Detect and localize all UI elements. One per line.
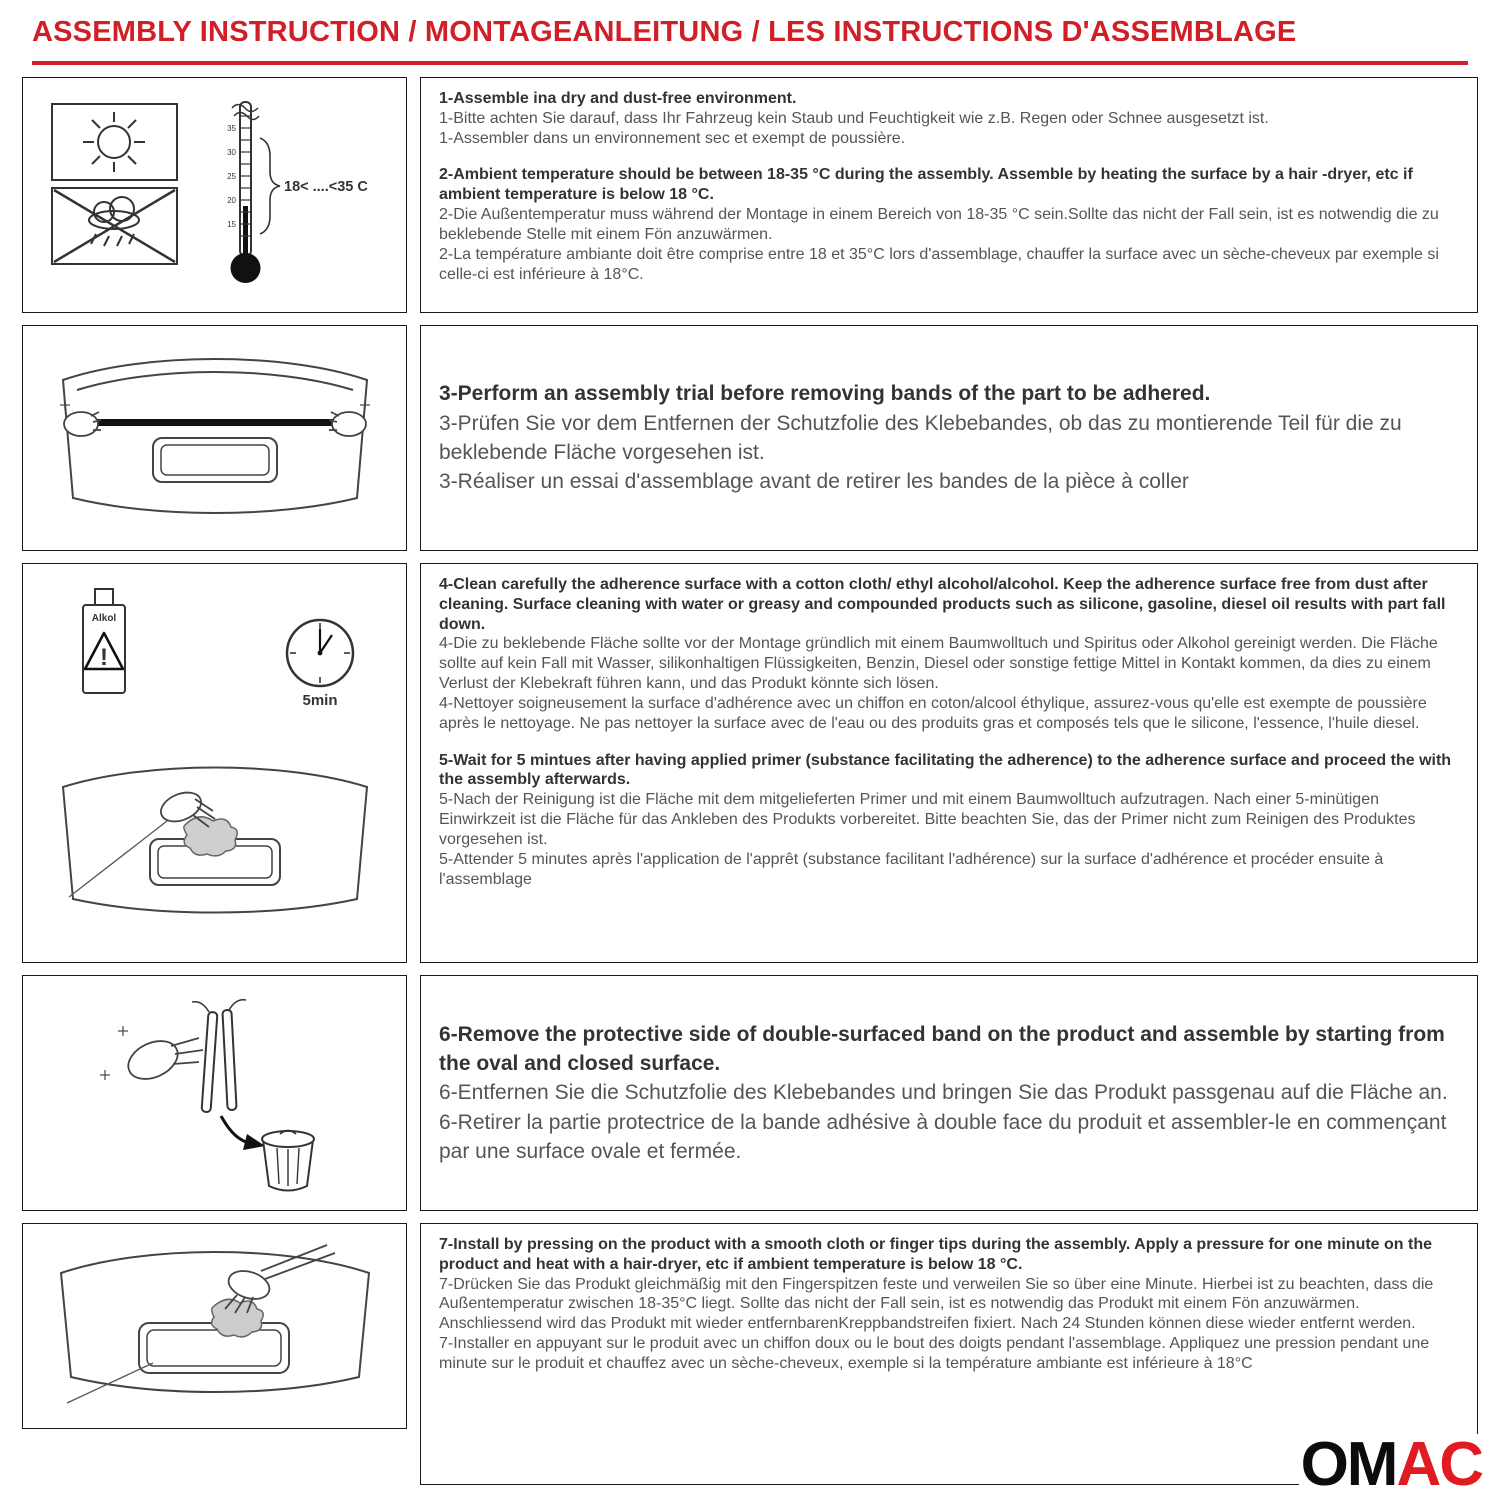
brace-glyph bbox=[260, 138, 280, 234]
step3-fr: 3-Réaliser un essai d'assemblage avant de retirer les bandes de la pièce à coller bbox=[439, 470, 1189, 494]
no-rain-icon bbox=[52, 188, 177, 264]
row-step-7 bbox=[22, 1223, 1478, 1485]
arrow-head bbox=[243, 1134, 265, 1150]
left-hand-icon bbox=[60, 400, 101, 436]
cleaning-illustration bbox=[22, 563, 407, 963]
step1-en: 1-Assemble ina dry and dust-free environment. bbox=[439, 90, 797, 107]
clock-label: 5min bbox=[301, 692, 338, 709]
row-step-1-2 bbox=[22, 77, 1478, 313]
step5-fr: 5-Attender 5 minutes après l'application de l'apprêt (substance facilitant l'adhérence) sur la surface d'adhérence et procéder ensuite à l'assemblage bbox=[439, 850, 1384, 888]
step4-en: 4-Clean carefully the adherence surface with a cotton cloth/ ethyl alcohol/alcohol. Keep the adherence surface free from dust after cleaning. Surface cleaning with water or greasy and compounded products such as silicone, gasoline, diesel oil results with part fall down. bbox=[439, 576, 1446, 633]
sun-icon bbox=[52, 104, 177, 180]
step4-de: 4-Die zu beklebende Fläche sollte vor der Montage gründlich mit einem Baumwolltuch und Spiritus oder Alkohol gereinigt werden. Die Fläche sollte auf kein Fall mit Wasser, silikonhaltigen Flüssigkeiten, Benzin, Diesel oder sonstige fettige Mittel in Kontakt kommen, da dies zu einem Verlust der Klebekraft führen kann, und das Produkt könnte sich lösen. bbox=[439, 635, 1438, 693]
step2-fr: 2-La température ambiante doit être comprise entre 18 et 35°C lors d'assemblage, chauffer la surface avec un sèche-cheveux par exemple si celle-ci est inférieure à 18°C. bbox=[439, 245, 1439, 283]
row-step-3 bbox=[22, 325, 1478, 551]
omac-logo-red: AC bbox=[1396, 1430, 1482, 1499]
trash-can-icon bbox=[262, 1131, 314, 1191]
cloth-shape bbox=[211, 1299, 263, 1337]
pressing-svg bbox=[35, 1235, 395, 1417]
step7-de: 7-Drücken Sie das Produkt gleichmäßig mit den Fingerspitzen feste und verweilen Sie so über eine Minute. Hierbei ist zu beachten, dass die Außentemperatur zwischen 18-35°C liegt. Sollte das nicht der Fall sein, ist es notwendig das Produkt mit einem Fön anzuwärmen. Anschliessend wird das Produkt mit wieder entfernbarenKreppbandstreifen fixiert. Nach 24 Stunden können diese wieder entfernt werden. bbox=[439, 1275, 1434, 1333]
adhesive-band bbox=[93, 419, 337, 426]
thermo-scale-15: 15 bbox=[226, 220, 236, 229]
step1-fr: 1-Assembler dans un environnement sec et exempt de poussière. bbox=[439, 129, 906, 147]
peeling-hand-icon bbox=[100, 1026, 203, 1086]
thermometer-icon bbox=[227, 102, 368, 283]
temperature-range-label: 18< ....<35 C bbox=[283, 179, 368, 195]
step3-de: 3-Prüfen Sie vor dem Entfernen der Schutzfolie des Klebebandes, ob das zu montierende Teil für die zu beklebende Fläche vorgesehen ist. bbox=[439, 411, 1402, 464]
step6-en: 6-Remove the protective side of double-surfaced band on the product and assemble by starting from the oval and closed surface. bbox=[439, 1022, 1445, 1075]
environment-temperature-illustration bbox=[22, 77, 407, 313]
step4-fr: 4-Nettoyer soigneusement la surface d'adhérence avec un chiffon en coton/alcool éthylique, assurez-vous qu'elle est exempte de poussière après le nettoyage. Ne pas nettoyer la surface avec de l'eau ou des produits gras et composés tels que le silicone, l'essence, l'huile diesel. bbox=[439, 694, 1427, 732]
spacer bbox=[439, 148, 1459, 165]
instruction-text-step-4-5 bbox=[420, 563, 1478, 963]
environment-temperature-svg bbox=[34, 88, 396, 302]
step7-fr: 7-Installer en appuyant sur le produit avec un chiffon doux ou le bout des doigts pendant l'assemblage. Appliquez une pression pendant une minute sur le produit et chauffez avec un sèche-cheveux, exemple si la température ambiante est inférieure à 18°C bbox=[439, 1335, 1430, 1372]
warning-glyph: ! bbox=[99, 644, 108, 671]
step3-en: 3-Perform an assembly trial before removing bands of the part to be adhered. bbox=[439, 382, 1211, 406]
trunk-cleaning-group bbox=[63, 768, 367, 913]
band-removal-illustration bbox=[22, 975, 407, 1211]
cloth-shape bbox=[183, 817, 236, 856]
row-step-6 bbox=[22, 975, 1478, 1211]
alcohol-bottle-icon bbox=[83, 589, 125, 693]
page-title: ASSEMBLY INSTRUCTION / MONTAGEANLEITUNG / LES INSTRUCTIONS D'ASSEMBLAGE bbox=[32, 16, 1297, 48]
cleaning-svg bbox=[35, 577, 395, 949]
omac-logo-black: OM bbox=[1300, 1430, 1397, 1499]
bottle-label: Alkol bbox=[91, 613, 116, 624]
pressing-illustration bbox=[22, 1223, 407, 1429]
omac-logo bbox=[1299, 1430, 1484, 1499]
thermo-scale-20: 20 bbox=[226, 196, 236, 205]
clock-icon bbox=[287, 620, 353, 709]
step6-de: 6-Entfernen Sie die Schutzfolie des Klebebandes und bringen Sie das Produkt passgenau auf die Fläche an. bbox=[439, 1081, 1448, 1105]
hands-pulling-band-svg bbox=[35, 338, 395, 538]
assembly-trial-illustration bbox=[22, 325, 407, 551]
thermo-scale-30: 30 bbox=[226, 148, 236, 157]
thermo-scale-25: 25 bbox=[226, 172, 236, 181]
step2-en: 2-Ambient temperature should be between 18-35 °C during the assembly. Assemble by heating the surface by a hair -dryer, etc if ambient temperature is below 18 °C. bbox=[439, 166, 1413, 204]
adhesive-strips bbox=[192, 1000, 246, 1113]
instruction-text-step-6 bbox=[420, 975, 1478, 1211]
row-step-4-5 bbox=[22, 563, 1478, 963]
title-underline bbox=[32, 61, 1468, 65]
step1-de: 1-Bitte achten Sie darauf, dass Ihr Fahrzeug kein Staub und Feuchtigkeit wie z.B. Regen oder Schnee ausgesetzt ist. bbox=[439, 109, 1269, 127]
step5-de: 5-Nach der Reinigung ist die Fläche mit dem mitgelieferten Primer und mit einem Baumwolltuch aufzutragen. Nach einer 5-minütigen Einwirkzeit ist die Fläche für das Ankleben des Produkts vorbereitet. Bitte beachten Sie, das der Primer nicht zum Reinigen des Produktes vorgesehen ist. bbox=[439, 791, 1416, 848]
band-removal-svg bbox=[35, 988, 395, 1198]
thermo-scale-35: 35 bbox=[226, 124, 236, 133]
instruction-text-step-3 bbox=[420, 325, 1478, 551]
right-hand-icon bbox=[329, 400, 370, 436]
step2-de: 2-Die Außentemperatur muss während der Montage in einem Bereich von 18-35 °C sein.Sollte das nicht der Fall sein, ist es notwendig die zu beklebende Stelle mit einem Fön anzuwärmen. bbox=[439, 206, 1439, 243]
step5-en: 5-Wait for 5 mintues after having applied primer (substance facilitating the adherence) to the adherence surface and proceed the with the assembly afterwards. bbox=[439, 751, 1452, 789]
instruction-text-step-1-2 bbox=[420, 77, 1478, 313]
step6-fr: 6-Retirer la partie protectrice de la bande adhésive à double face du produit et assembler-le en commençant par une surface ovale et fermée. bbox=[439, 1110, 1447, 1164]
step7-en: 7-Install by pressing on the product with a smooth cloth or finger tips during the assembly. Apply a pressure for one minute on the product and heat with a hair-dryer, etc if ambient temperature is below 18 °C. bbox=[439, 1236, 1432, 1273]
spacer bbox=[439, 734, 1459, 751]
